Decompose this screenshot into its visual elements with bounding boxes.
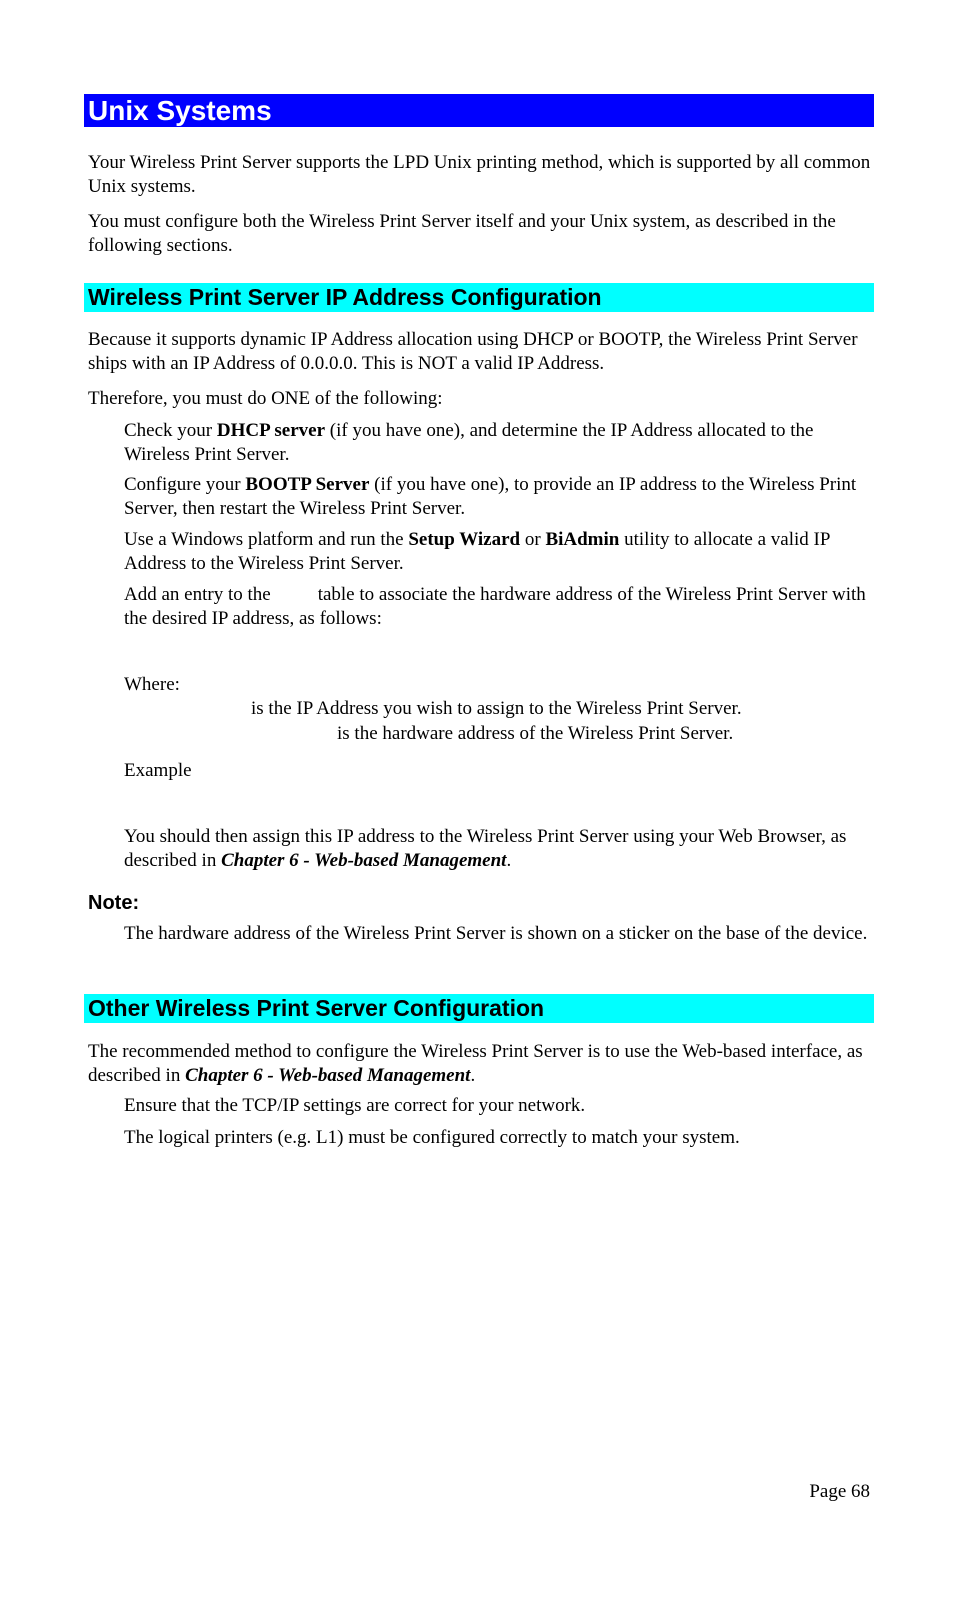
option-dhcp-text: Check your bbox=[124, 420, 217, 441]
ip-config-paragraph-2: Therefore, you must do ONE of the following: bbox=[88, 388, 443, 409]
other-config-item-1: Ensure that the TCP/IP settings are correct for your network. bbox=[124, 1095, 586, 1116]
option-bootp-bold: BOOTP Server bbox=[245, 474, 370, 495]
option-windows-mid: or bbox=[520, 529, 546, 550]
option-bootp bbox=[124, 473, 876, 521]
section-title: Unix Systems bbox=[84, 94, 874, 127]
assign-period: . bbox=[506, 850, 512, 871]
intro-paragraph-1: Your Wireless Print Server supports the LPD Unix printing method, which is supported by all common Unix systems. bbox=[88, 152, 871, 197]
ip-config-heading: Wireless Print Server IP Address Configuration bbox=[84, 283, 874, 312]
chapter-reference-1: Chapter 6 - Web-based Management bbox=[221, 850, 507, 871]
option-windows-text: Use a Windows platform and run the bbox=[124, 529, 409, 550]
option-arp-text: Add an entry to the bbox=[124, 584, 271, 605]
other-config-text: The recommended method to configure the Wireless Print Server is to use the Web-based interface, as described in bbox=[88, 1041, 863, 1086]
option-windows bbox=[124, 528, 876, 576]
other-config-item-2: The logical printers (e.g. L1) must be configured correctly to match your system. bbox=[124, 1127, 740, 1148]
note-label: Note: bbox=[88, 892, 140, 914]
option-bootp-text: Configure your bbox=[124, 474, 246, 495]
option-arp bbox=[124, 583, 876, 631]
assign-text: You should then assign this IP address to the Wireless Print Server using your Web Browser, as described in bbox=[124, 826, 847, 871]
option-windows-bold-2: BiAdmin bbox=[545, 529, 620, 550]
example-label: Example bbox=[124, 760, 192, 781]
option-bootp-rest: (if you have one), to provide an IP address to the Wireless Print Server, then restart the Wireless Print Server. bbox=[124, 474, 857, 519]
chapter-reference-2: Chapter 6 - Web-based Management bbox=[185, 1065, 471, 1086]
other-config-paragraph bbox=[88, 1040, 874, 1088]
option-windows-bold-1: Setup Wizard bbox=[408, 529, 521, 550]
other-config-period: . bbox=[470, 1065, 476, 1086]
note-text: The hardware address of the Wireless Print Server is shown on a sticker on the base of the device. bbox=[124, 923, 868, 944]
ip-config-paragraph-1: Because it supports dynamic IP Address allocation using DHCP or BOOTP, the Wireless Print Server ships with an IP Address of 0.0.0.0. This is NOT a valid IP Address. bbox=[88, 329, 858, 374]
where-label: Where: bbox=[124, 674, 180, 695]
other-config-heading: Other Wireless Print Server Configuration bbox=[84, 994, 874, 1023]
option-windows-rest: utility to allocate a valid IP Address to the Wireless Print Server. bbox=[124, 529, 830, 574]
option-dhcp bbox=[124, 419, 876, 467]
where-ip: is the IP Address you wish to assign to the Wireless Print Server. bbox=[251, 698, 742, 719]
intro-paragraph-2: You must configure both the Wireless Print Server itself and your Unix system, as described in the following sections. bbox=[88, 211, 836, 256]
option-dhcp-rest: (if you have one), and determine the IP Address allocated to the Wireless Print Server. bbox=[124, 420, 814, 465]
where-hw: is the hardware address of the Wireless Print Server. bbox=[337, 723, 734, 744]
page-number: Page 68 bbox=[809, 1481, 870, 1502]
option-dhcp-bold: DHCP server bbox=[216, 420, 326, 441]
option-arp-rest: table to associate the hardware address of the Wireless Print Server with the desired IP address, as follows: bbox=[124, 584, 866, 629]
assign-paragraph bbox=[124, 825, 876, 873]
